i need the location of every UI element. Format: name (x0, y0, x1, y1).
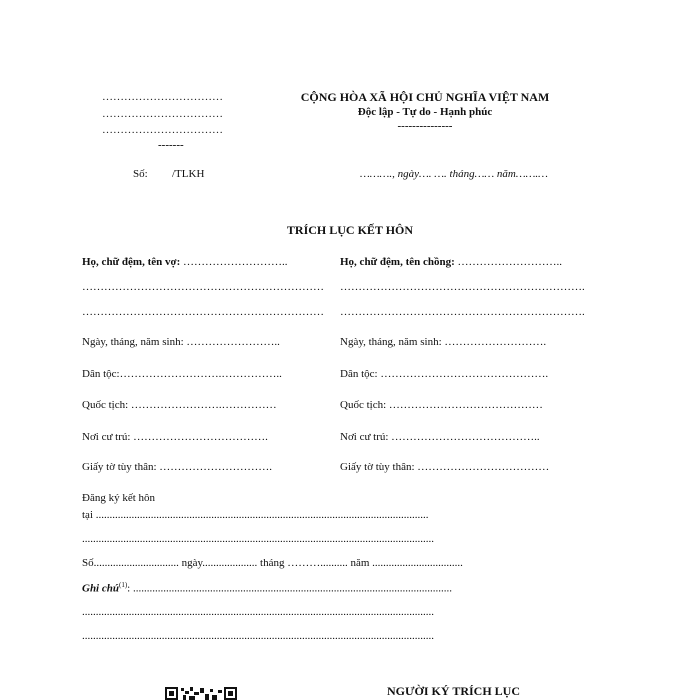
registration-place-label: tại (82, 509, 93, 521)
agency-line-2: …………………………… (102, 108, 223, 120)
motto-divider: --------------- (397, 120, 453, 132)
signer-title: NGƯỜI KÝ TRÍCH LỤC (387, 684, 521, 698)
agency-line-1: …………………………… (102, 91, 223, 103)
registration-number-date-line: Số............................... ngày.................... tháng ……….......... năm ................................. (82, 557, 463, 569)
wife-extra-line-2: ………………………………………………………… (82, 306, 324, 318)
wife-nationality-field: Quốc tịch: …………………….…………… (82, 399, 277, 411)
wife-ethnicity-field: Dân tộc:……………………….…………….. (82, 368, 282, 380)
agency-divider: ------- (158, 139, 184, 151)
country-name: CỘNG HÒA XÃ HỘI CHỦ NGHĨA VIỆT NAM (300, 90, 550, 104)
wife-residence-field: Nơi cư trú: ………………………………. (82, 431, 268, 443)
note-line-2: ................................................................................................................................ (82, 606, 434, 618)
document-title: TRÍCH LỤC KẾT HÔN (286, 223, 414, 237)
note-label: Ghi chú (82, 582, 119, 595)
registration-place-dots: ......................................................................................................................... (93, 509, 429, 521)
wife-name-row (82, 256, 288, 268)
national-motto: Độc lập - Tự do - Hạnh phúc (357, 106, 493, 118)
note-footnote-mark: (1) (119, 581, 128, 589)
registration-place-line-2: ................................................................................................................................ (82, 533, 434, 545)
note-row (82, 581, 452, 595)
husband-extra-line-2: …………………………………………………………. (340, 306, 585, 318)
husband-name-row (340, 256, 562, 268)
wife-name-dots: ……………………….. (180, 256, 288, 268)
document-number-suffix: /TLKH (172, 168, 205, 180)
husband-name-label: Họ, chữ đệm, tên chồng: (340, 256, 455, 268)
qr-code-image (165, 686, 237, 700)
husband-residence-field: Nơi cư trú: ………………………………….. (340, 431, 540, 443)
husband-name-dots: ……………………….. (454, 256, 563, 268)
husband-ethnicity-field: Dân tộc: ………………………………………. (340, 368, 549, 380)
wife-name-label: Họ, chữ đệm, tên vợ: (82, 256, 181, 268)
place-date-line: ………., ngày…. …. tháng…… năm…….… (360, 168, 548, 180)
husband-extra-line-1: …………………………………………………………. (340, 281, 585, 293)
wife-id-document-field: Giấy tờ tùy thân: …………………………. (82, 461, 273, 473)
wife-dob-field: Ngày, tháng, năm sinh: …………………….. (82, 336, 280, 348)
husband-id-document-field: Giấy tờ tùy thân: ……………………………… (340, 461, 550, 473)
wife-extra-line-1: ………………………………………………………… (82, 281, 324, 293)
note-dots: : .................................................................................................................... (127, 582, 452, 595)
husband-dob-field: Ngày, tháng, năm sinh: ………………………. (340, 336, 547, 348)
note-line-3: ................................................................................................................................ (82, 630, 434, 642)
registration-label: Đăng ký kết hôn (82, 492, 156, 504)
registration-place-row (82, 509, 429, 521)
husband-nationality-field: Quốc tịch: …………………………………… (340, 399, 543, 411)
agency-line-3: …………………………… (102, 124, 223, 136)
document-number-label: Số: (133, 168, 148, 180)
